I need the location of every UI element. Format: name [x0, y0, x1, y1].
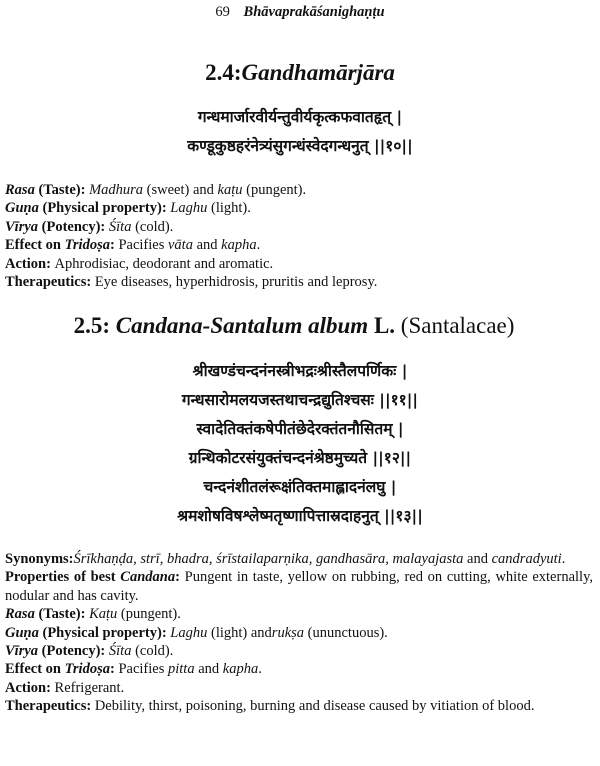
running-head: [0, 4, 600, 21]
section-title: Candana-Santalum album: [115, 313, 369, 338]
verse-line: श्रीखण्डंचन्दनंनस्त्रीभद्रःश्रीस्तैलपर्णिकः |: [192, 362, 408, 380]
author-abbrev: L.: [368, 313, 401, 338]
rasa-line: Rasa (Taste): Madhura (sweet) and kaṭu (pungent).: [5, 182, 307, 198]
sanskrit-verses-11-13: [0, 357, 600, 531]
book-title: Bhāvaprakāśanighaṇṭu: [243, 4, 385, 20]
synonyms-line: Synonyms:Śrīkhaṇḍa, strī, bhadra, śrīstailaparṇika, gandhasāra, malayajasta and candradyuti.: [5, 551, 566, 567]
tridosa-line: Effect on Tridoṣa: Pacifies vāta and kapha.: [5, 237, 261, 254]
verse-line: ग्रन्थिकोटरसंयुक्तंचन्दनंश्रेष्ठमुच्यते ||१२||: [188, 449, 412, 467]
page-number: 69: [215, 4, 230, 20]
tridosa-line: Effect on Tridoṣa: Pacifies pitta and kapha.: [5, 661, 262, 678]
verse-line: कण्डूकुष्ठहरंनेत्र्यंसुगन्धंस्वेदगन्धनुत् ||१०||: [187, 137, 413, 155]
best-candana-line: Properties of best Candana: Pungent in taste, yellow on rubbing, red on cutting, white externally, nodular and has cavity.: [5, 569, 594, 604]
section-title: Gandhamārjāra: [241, 60, 395, 85]
section-2-4-properties: [5, 181, 593, 291]
action-line: Action: Refrigerant.: [5, 679, 125, 696]
section-2-5-heading: [0, 313, 594, 339]
section-2-4-heading: [0, 60, 600, 86]
verse-line: गन्धसारोमलयजस्तथाचन्द्रद्युतिश्चसः ||११||: [181, 391, 419, 409]
verse-line: श्रमशोषविषश्लेष्मतृष्णापित्तास्रदाहनुत् ||१३||: [177, 507, 423, 525]
plant-family: (Santalacae): [400, 313, 515, 338]
section-2-5-properties: [5, 550, 593, 716]
sanskrit-verse-10: [0, 103, 600, 161]
virya-line: Vīrya (Potency): Śīta (cold).: [5, 643, 174, 660]
therapeutics-line: Therapeutics: Debility, thirst, poisoning, burning and disease caused by vitiation of blood.: [5, 698, 535, 715]
verse-line: स्वादेतिक्तंकषेपीतंछेदेरक्तंतनौसितम् |: [196, 420, 404, 438]
verse-line: चन्दनंशीतलंरूक्षंतिक्तमाह्लादनंलघु |: [203, 478, 397, 496]
section-number: 2.5:: [73, 313, 116, 338]
section-number: 2.4:: [205, 60, 242, 85]
guna-line: Guṇa (Physical property): Laghu (light).: [5, 200, 251, 217]
action-line: Action: Aphrodisiac, deodorant and aromatic.: [5, 255, 274, 272]
guna-line: Guṇa (Physical property): Laghu (light) andrukṣa (ununctuous).: [5, 624, 388, 641]
therapeutics-line: Therapeutics: Eye diseases, hyperhidrosis, pruritis and leprosy.: [5, 274, 378, 291]
verse-line: गन्धमार्जारवीर्यन्तुवीर्यकृत्कफवातहृत् |: [197, 108, 403, 126]
rasa-line: Rasa (Taste): Kaṭu (pungent).: [5, 606, 181, 623]
virya-line: Vīrya (Potency): Śīta (cold).: [5, 218, 174, 235]
